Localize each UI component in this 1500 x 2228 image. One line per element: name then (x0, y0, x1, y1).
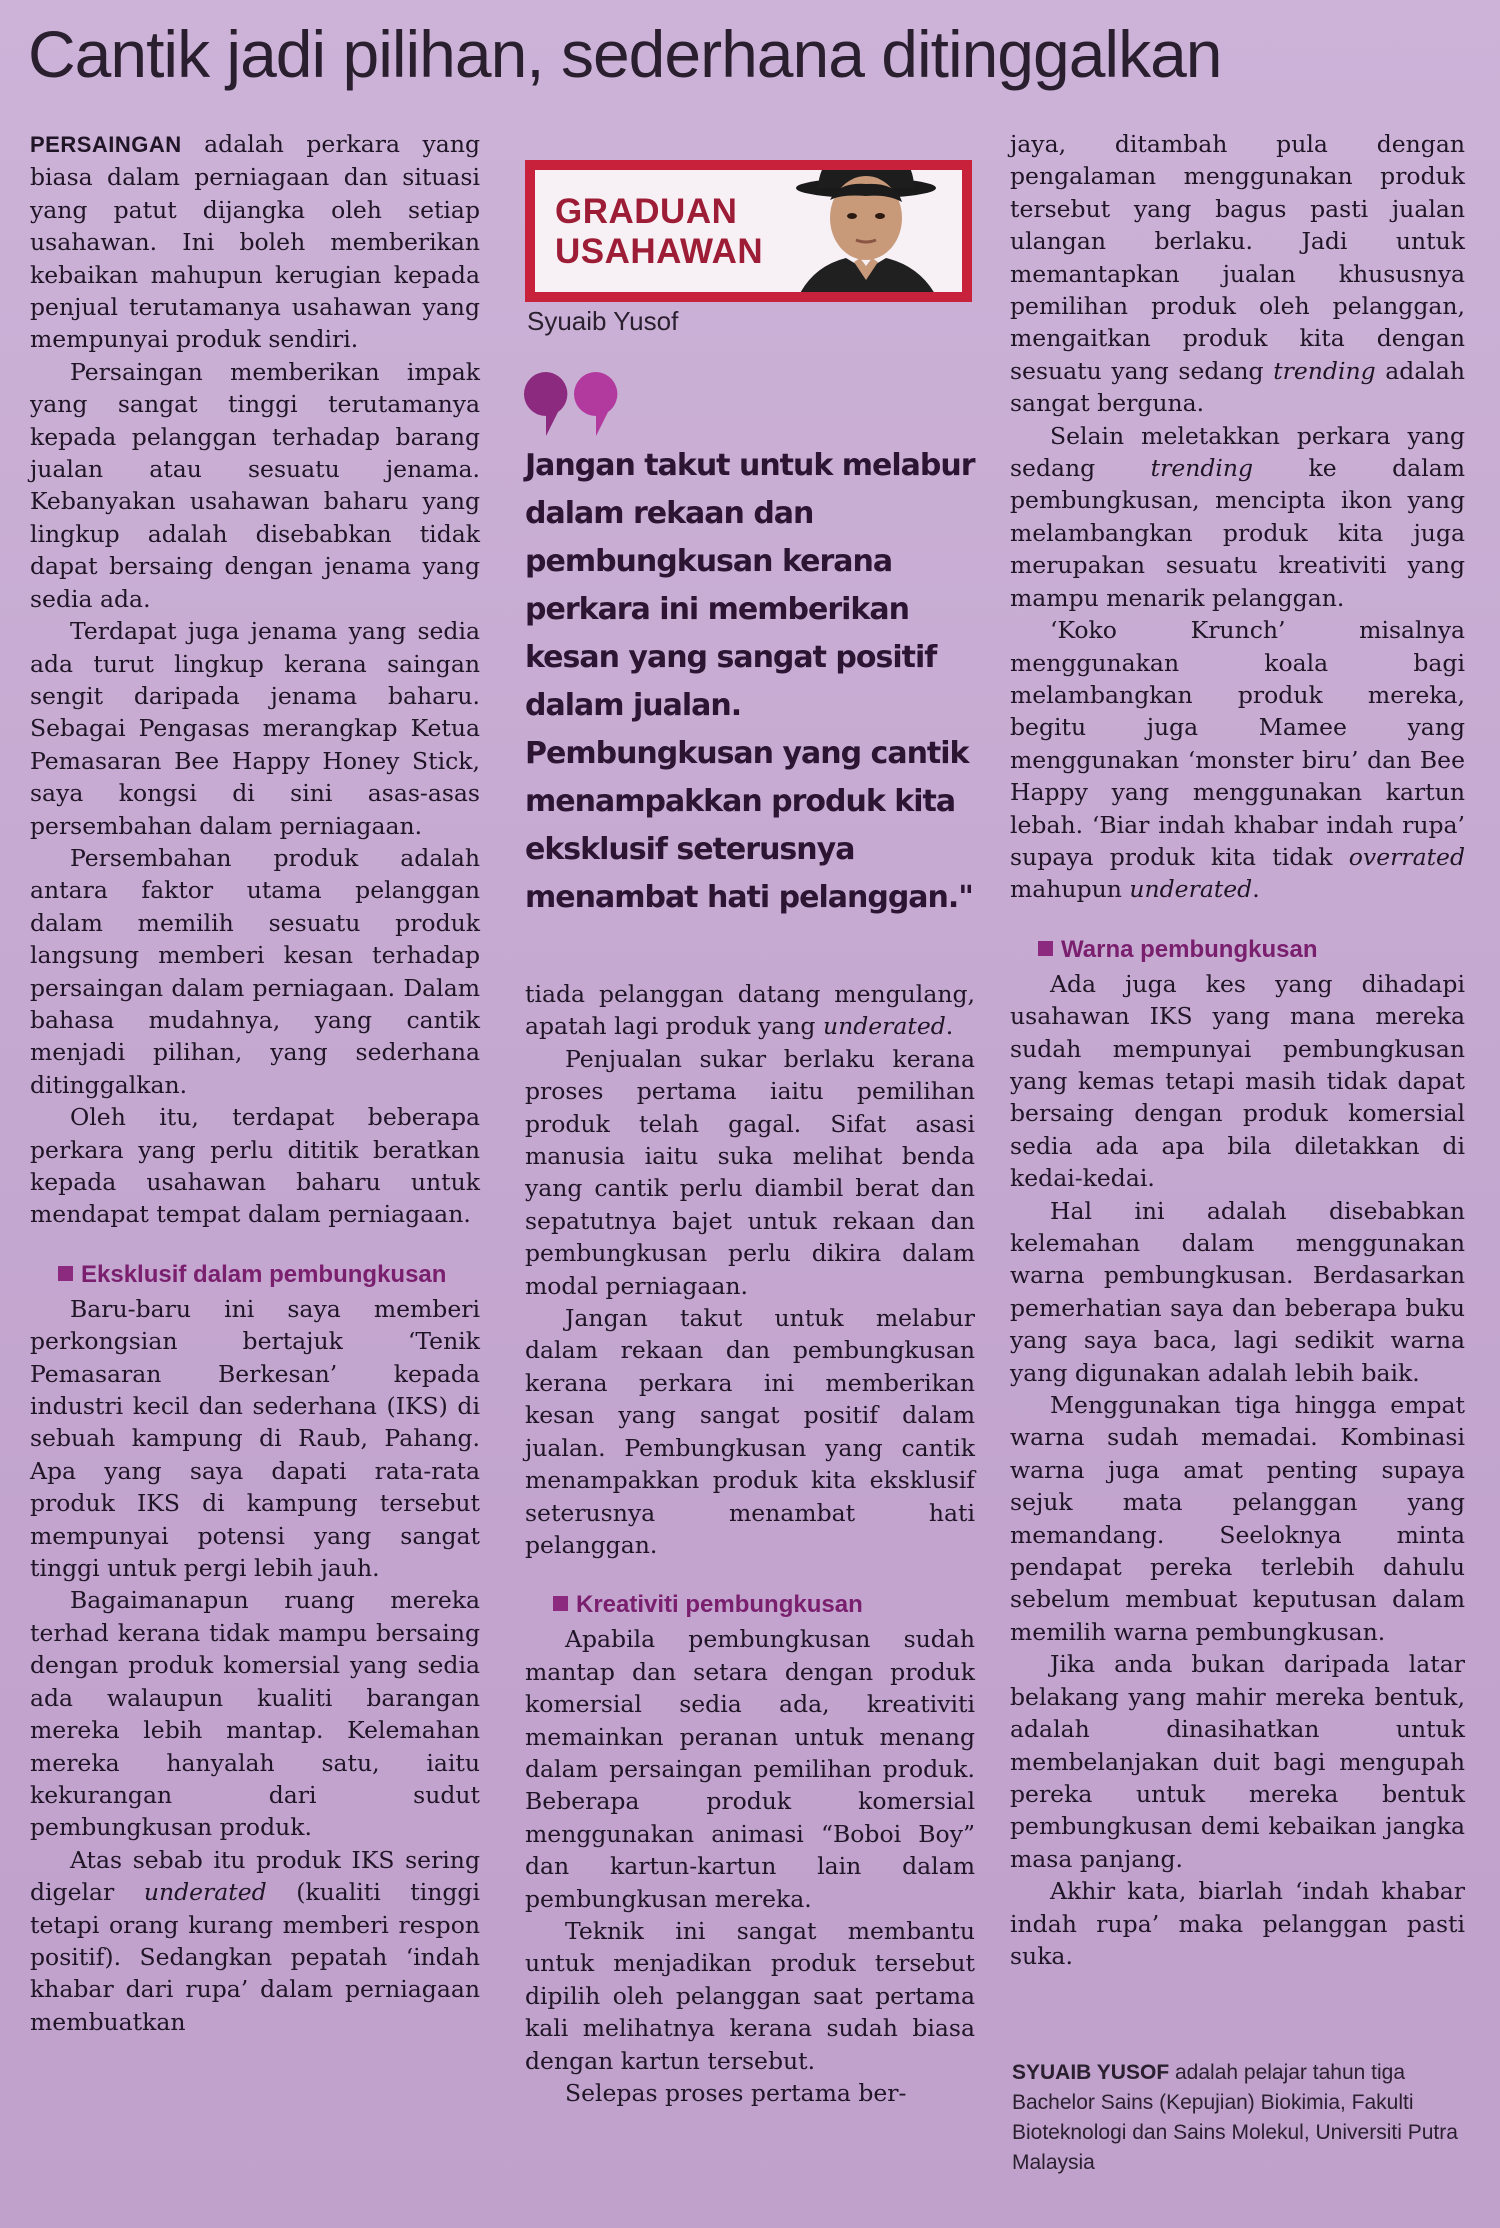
subheading (1010, 934, 1465, 966)
bio-name: SYUAIB YUSOF (1012, 2061, 1170, 2084)
square-bullet-icon (553, 1596, 568, 1611)
italic-term: underated (1129, 875, 1253, 904)
paragraph (30, 128, 480, 356)
italic-term: trending (1150, 454, 1254, 483)
square-bullet-icon (58, 1266, 73, 1281)
paragraph: Selepas proses pertama ber- (565, 2079, 907, 2107)
paragraph (525, 978, 975, 1043)
paragraph-text: mahupun (1010, 875, 1130, 904)
paragraph-text: adalah perkara yang biasa dalam perniagaan dan situasi yang patut dijangka oleh setiap usahawan. Ini boleh memberikan kebaikan mahupun kerugian kepada penjual terutamanya usahawan yang mempunyai produk sendiri. (30, 130, 480, 354)
paragraph (1010, 128, 1465, 420)
paragraph: Hal ini adalah disebabkan kelemahan dalam menggunakan warna pembungkusan. Berdasarkan pemerhatian saya dan beberapa buku yang saya baca, lagi sedikit warna yang digunakan adalah lebih baik. (1010, 1196, 1465, 1387)
paragraph-text: . (945, 1012, 954, 1041)
paragraph: Oleh itu, terdapat beberapa perkara yang perlu dititik beratkan kepada usahawan baharu untuk mendapat tempat dalam perniagaan. (30, 1103, 480, 1229)
paragraph: Baru-baru ini saya memberi perkongsian bertajuk ‘Tenik Pemasaran Berkesan’ kepada industri kecil dan sederhana (IKS) di sebuah kampung di Raub, Pahang. Apa yang saya dapati rata-rata produk IKS di kampung tersebut mempunyai potensi yang sangat tinggi untuk pergi lebih jauh. (30, 1294, 480, 1583)
subheading-text: Kreativiti pembungkusan (576, 1591, 863, 1619)
banner-inner (535, 170, 962, 292)
bio-text: adalah pelajar tahun tiga Bachelor Sains (Kepujian) Biokimia, Fakulti Bioteknologi dan Sains Molekul, Universiti Putra Malaysia (1012, 2061, 1458, 2174)
article-column-1 (30, 128, 480, 2038)
lead-word: PERSAINGAN (30, 132, 182, 157)
paragraph: Persembahan produk adalah antara faktor utama pelanggan dalam memilih sesuatu produk langsung memberi kesan terhadap persaingan dalam perniagaan. Dalam bahasa mudahnya, yang cantik menjadi pilihan, yang sederhana ditinggalkan. (30, 843, 480, 1099)
paragraph: Akhir kata, biarlah ‘indah khabar indah rupa’ maka pelanggan pasti suka. (1010, 1877, 1465, 1970)
paragraph-text: adalah sangat berguna. (1010, 356, 1465, 418)
paragraph: Persaingan memberikan impak yang sangat tinggi terutamanya kepada pelanggan terhadap barang jualan atau sesuatu jenama. Kebanyakan usahawan baharu yang lingkup adalah disebabkan tidak dapat bersaing dengan jenama yang sedia ada. (30, 357, 480, 613)
paragraph (1010, 614, 1465, 906)
banner-title (555, 192, 763, 272)
square-bullet-icon (1038, 941, 1053, 956)
italic-term: underated (143, 1878, 267, 1907)
italic-term: trending (1273, 356, 1376, 385)
headline: Cantik jadi pilihan, sederhana ditinggalkan (28, 17, 1222, 91)
author-bio (1012, 2058, 1467, 2178)
paragraph: Menggunakan tiga hingga empat warna sudah memadai. Kombinasi warna juga amat penting supaya sejuk mata pelanggan yang memandang. Seeloknya minta pendapat pereka terlebih dahulu sebelum membuat keputusan dalam memilih warna pembungkusan. (1010, 1391, 1465, 1646)
paragraph-text: ke dalam pembungkusan, mencipta ikon yang melambangkan produk kita juga merupakan sesuatu kreativiti yang mampu menarik pelanggan. (1010, 454, 1465, 612)
byline: Syuaib Yusof (527, 306, 679, 336)
subheading-text: Warna pembungkusan (1061, 935, 1318, 963)
paragraph-text: ‘Koko Krunch’ misalnya menggunakan koala bagi melambangkan produk mereka, begitu juga Mamee yang menggunakan ‘monster biru’ dan Bee Happy yang menggunakan kartun lebah. ‘Biar indah khabar indah rupa’ supaya produk kita tidak (1010, 616, 1465, 871)
column-banner (525, 160, 972, 302)
author-photo (768, 170, 958, 292)
paragraph (30, 1844, 480, 2038)
paragraph: Jangan takut untuk melabur dalam rekaan dan pembungkusan kerana perkara ini memberikan kesan yang sangat positif dalam jualan. Pembungkusan yang cantik menampakkan produk kita eksklusif seterusnya menambat hati pelanggan. (525, 1304, 975, 1559)
paragraph: Teknik ini sangat membantu untuk menjadikan produk tersebut dipilih oleh pelanggan saat pertama kali melihatnya kerana sudah biasa dengan kartun tersebut. (525, 1916, 975, 2075)
paragraph-text: Atas sebab itu produk IKS sering digelar (30, 1845, 480, 1907)
article-column-2 (525, 978, 975, 2109)
double-speech-quote-icon (524, 372, 624, 436)
paragraph: Terdapat juga jenama yang sedia ada turut lingkup kerana saingan sengit daripada jenama baharu. Sebagai Pengasas merangkap Ketua Pemasaran Bee Happy Honey Stick, saya kongsi di sini asas-asas persembahan dalam perniagaan. (30, 617, 480, 840)
paragraph: Ada juga kes yang dihadapi usahawan IKS yang mana mereka sudah mempunyai pembungkusan yang kemas tetapi masih tidak dapat bersaing dengan produk komersial sedia ada apa bila diletakkan di kedai-kedai. (1010, 969, 1465, 1193)
paragraph: Penjualan sukar berlaku kerana proses pertama iaitu pemilihan produk telah gagal. Sifat asasi manusia iaitu suka melihat benda yang cantik perlu diambil berat dan sepatutnya bajet untuk rekaan dan pembungkusan perlu dikira dalam modal perniagaan. (525, 1044, 975, 1300)
banner-line-1: GRADUAN (555, 192, 738, 231)
italic-term: underated (822, 1012, 946, 1041)
paragraph-text: tiada pelanggan datang mengulang, apatah lagi produk yang (525, 980, 975, 1041)
paragraph (1010, 420, 1465, 614)
paragraph: Jika anda bukan daripada latar belakang yang mahir mereka bentuk, adalah dinasihatkan untuk membelanjakan duit bagi mengupah pereka untuk mereka bentuk pembungkusan demi kebaikan jangka masa panjang. (1010, 1650, 1465, 1873)
paragraph-text: . (1252, 875, 1260, 904)
banner-line-2: USAHAWAN (555, 232, 764, 271)
subheading (30, 1259, 480, 1291)
article-column-3 (1010, 128, 1465, 1972)
paragraph-text: jaya, ditambah pula dengan pengalaman menggunakan produk tersebut yang bagus pasti jualan ulangan berlaku. Jadi untuk memantapkan jualan khususnya pemilihan produk oleh pelanggan, mengaitkan produk kita dengan sesuatu yang sedang (1010, 130, 1465, 385)
paragraph-text: Selain meletakkan perkara yang sedang (1010, 421, 1465, 483)
pull-quote: Jangan takut untuk melabur dalam rekaan dan pembungkusan kerana perkara ini memberikan kesan yang sangat positif dalam jualan. Pembungkusan yang cantik menampakkan produk kita eksklusif seterusnya menambat hati pelanggan." (525, 448, 975, 915)
paragraph: Apabila pembungkusan sudah mantap dan setara dengan produk komersial sedia ada, kreativiti memainkan peranan untuk menang dalam persaingan pemilihan produk. Beberapa produk komersial menggunakan animasi “Boboi Boy” dan kartun-kartun lain dalam pembungkusan mereka. (525, 1625, 975, 1913)
italic-term: overrated (1348, 842, 1465, 871)
paragraph-text: (kualiti tinggi tetapi orang kurang memberi respon positif). Sedangkan pepatah ‘indah khabar dari rupa’ dalam perniagaan membuatkan (30, 1878, 480, 2036)
subheading (525, 1589, 975, 1621)
subheading-text: Eksklusif dalam pembungkusan (81, 1260, 447, 1288)
paragraph: Bagaimanapun ruang mereka terhad kerana tidak mampu bersaing dengan produk komersial yang sedia ada walaupun kualiti barangan mereka lebih mantap. Kelemahan mereka hanyalah satu, iaitu kekurangan dari sudut pembungkusan produk. (30, 1586, 480, 1842)
